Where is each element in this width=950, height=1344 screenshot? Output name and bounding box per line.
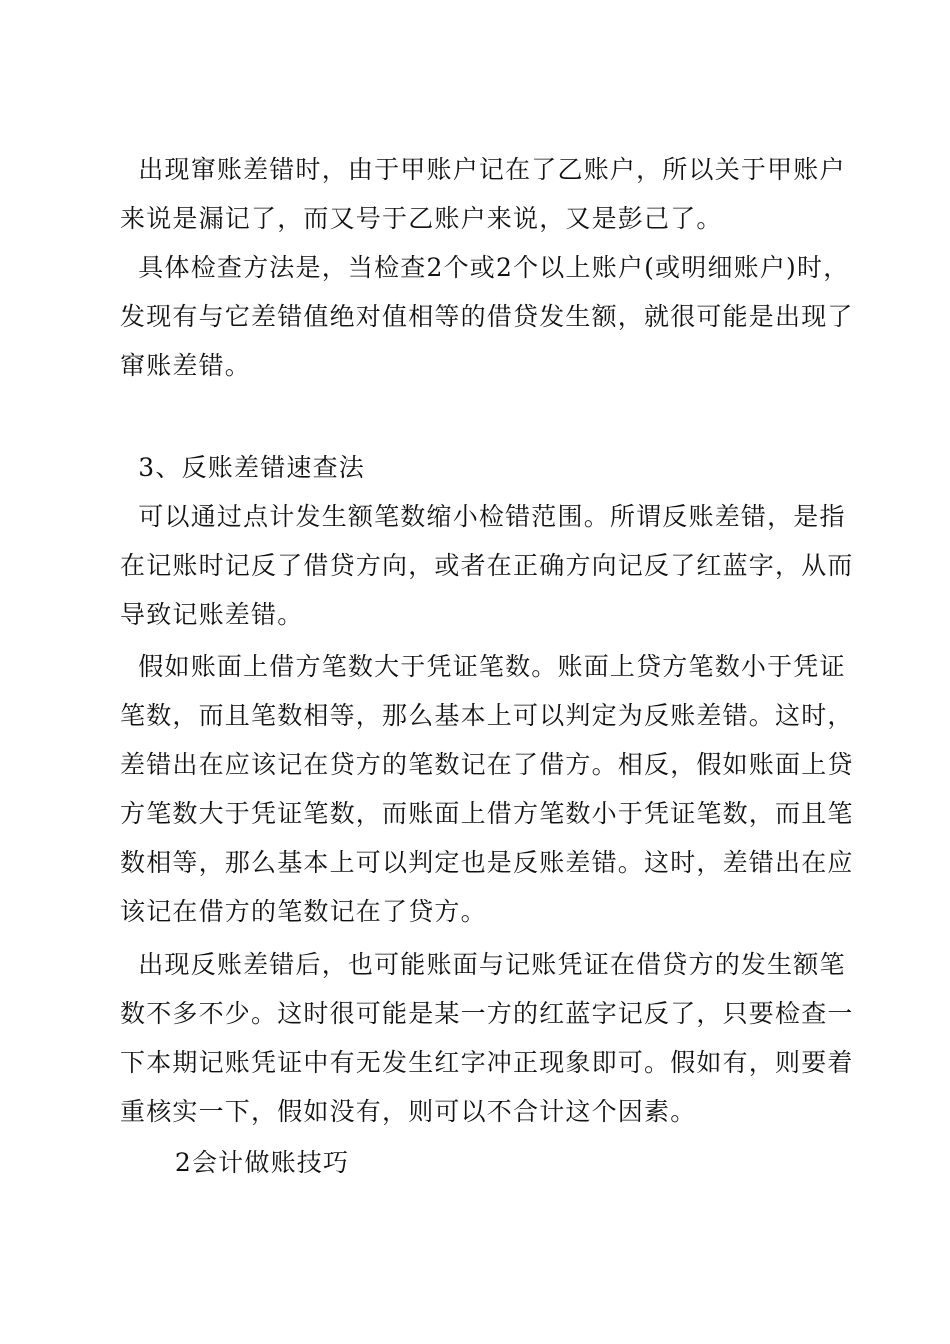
text-line: 在记账时记反了借贷方向，或者在正确方向记反了红蓝字，从而 bbox=[120, 551, 854, 580]
text-line: 重核实一下，假如没有，则可以不合计这个因素。 bbox=[120, 1097, 697, 1126]
text-line: 可以通过点计发生额笔数缩小检错范围。所谓反账差错，是指 bbox=[120, 502, 846, 531]
text-line: 方笔数大于凭证笔数，而账面上借方笔数小于凭证笔数，而且笔 bbox=[120, 799, 854, 828]
text-line: 该记在借方的笔数记在了贷方。 bbox=[120, 897, 487, 926]
text-line: 数相等，那么基本上可以判定也是反账差错。这时，差错出在应 bbox=[120, 848, 854, 877]
text-line: 具体检查方法是，当检查2个或2个以上账户(或明细账户)时， bbox=[120, 253, 850, 282]
section-heading: 2会计做账技巧 bbox=[120, 1148, 350, 1177]
text-line: 窜账差错。 bbox=[120, 351, 252, 380]
section-heading: 3、反账差错速查法 bbox=[120, 453, 366, 482]
text-line: 下本期记账凭证中有无发生红字冲正现象即可。假如有，则要着 bbox=[120, 1048, 854, 1077]
text-line: 出现窜账差错时，由于甲账户记在了乙账户，所以关于甲账户 bbox=[120, 155, 846, 184]
text-line: 假如账面上借方笔数大于凭证笔数。账面上贷方笔数小于凭证 bbox=[120, 652, 846, 681]
text-line: 发现有与它差错值绝对值相等的借贷发生额，就很可能是出现了 bbox=[120, 302, 854, 331]
text-line: 差错出在应该记在贷方的笔数记在了借方。相反，假如账面上贷 bbox=[120, 750, 854, 779]
text-line: 来说是漏记了，而又号于乙账户来说，又是彭己了。 bbox=[120, 204, 723, 233]
text-line: 出现反账差错后，也可能账面与记账凭证在借贷方的发生额笔 bbox=[120, 950, 846, 979]
text-line: 笔数，而且笔数相等，那么基本上可以判定为反账差错。这时， bbox=[120, 701, 854, 730]
text-line: 数不多不少。这时很可能是某一方的红蓝字记反了，只要检查一 bbox=[120, 999, 854, 1028]
text-line: 导致记账差错。 bbox=[120, 600, 304, 629]
